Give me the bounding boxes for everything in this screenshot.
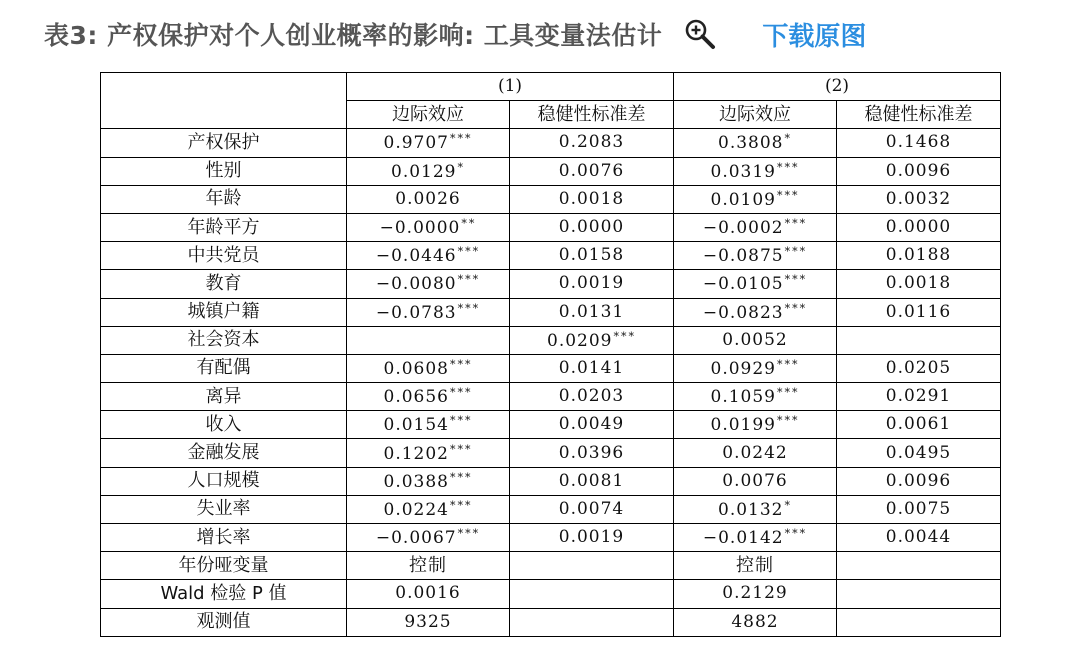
significance-stars: ***	[784, 301, 808, 315]
table-cell	[837, 439, 1001, 467]
table-row	[101, 495, 1001, 523]
table-cell	[510, 552, 674, 580]
cell-value: 0.0052	[722, 329, 788, 350]
table-cell	[837, 326, 1001, 354]
table-cell	[510, 270, 674, 298]
table-cell	[347, 495, 510, 523]
table-row	[101, 552, 1001, 580]
significance-stars: ***	[457, 301, 481, 315]
cell-value: 0.0141	[558, 357, 625, 378]
cell-value: −0.0067	[375, 528, 457, 549]
table-cell	[674, 242, 837, 270]
cell-value: 0.0291	[885, 386, 952, 407]
cell-value: −0.0875	[702, 246, 784, 267]
table-cell	[347, 467, 510, 495]
cell-value: 0.0018	[885, 273, 952, 294]
cell-value: 0.1468	[885, 132, 952, 153]
significance-stars: *	[784, 498, 792, 512]
significance-stars: *	[784, 132, 792, 146]
table-row	[101, 411, 1001, 439]
cell-value: 0.0209	[547, 330, 613, 351]
table-cell	[347, 298, 510, 326]
significance-stars: ***	[776, 414, 800, 428]
cell-value: 0.0203	[558, 386, 625, 407]
table-cell	[837, 242, 1001, 270]
table-row	[101, 354, 1001, 382]
significance-stars: ***	[776, 386, 800, 400]
table-cell	[347, 411, 510, 439]
cell-value: 0.0019	[558, 273, 625, 294]
regression-table	[100, 72, 1001, 637]
significance-stars: ***	[776, 160, 800, 174]
row-label: 人口规模	[101, 467, 347, 495]
cell-value: 0.2129	[722, 583, 788, 604]
table-cell	[510, 383, 674, 411]
table-cell	[674, 580, 837, 608]
cell-value: 0.0132	[718, 499, 784, 520]
cell-value: 0.0075	[885, 498, 952, 519]
table-row	[101, 383, 1001, 411]
table-row	[101, 524, 1001, 552]
significance-stars: *	[457, 160, 465, 174]
table-cell	[674, 383, 837, 411]
table-cell	[510, 580, 674, 608]
cell-value: −0.0142	[702, 528, 784, 549]
table-cell	[674, 467, 837, 495]
significance-stars: ***	[613, 329, 636, 343]
group-header-row	[101, 73, 1001, 101]
significance-stars: ***	[449, 357, 473, 371]
cell-value: 0.0049	[558, 414, 625, 435]
cell-value: 0.0319	[710, 161, 776, 182]
table-row	[101, 439, 1001, 467]
table-row	[101, 270, 1001, 298]
table-cell	[347, 524, 510, 552]
table-cell	[347, 354, 510, 382]
row-label: 观测值	[101, 608, 347, 636]
significance-stars: ***	[457, 527, 481, 541]
row-label: 收入	[101, 411, 347, 439]
table-cell	[347, 608, 510, 636]
row-label: 年份哑变量	[101, 552, 347, 580]
table-cell	[837, 552, 1001, 580]
cell-value: 0.1059	[710, 387, 776, 408]
cell-value: 0.0495	[885, 442, 952, 463]
table-cell	[510, 354, 674, 382]
cell-value: 0.0199	[710, 415, 776, 436]
table-cell	[347, 580, 510, 608]
table-cell	[510, 326, 674, 354]
cell-value: 0.9707	[383, 133, 449, 154]
cell-value: 0.1202	[383, 443, 449, 464]
cell-value: 控制	[736, 554, 774, 576]
cell-value: 0.0109	[710, 189, 776, 210]
table-cell	[837, 383, 1001, 411]
table-cell	[347, 552, 510, 580]
table-row	[101, 298, 1001, 326]
table-cell	[837, 129, 1001, 157]
table-cell	[347, 185, 510, 213]
cell-value: −0.0000	[379, 218, 461, 239]
sub-header-robust-se: 稳健性标准差	[510, 101, 674, 129]
row-label: 有配偶	[101, 354, 347, 382]
zoom-in-icon[interactable]	[682, 16, 718, 52]
table-cell	[347, 157, 510, 185]
table-cell	[674, 524, 837, 552]
table-cell	[674, 298, 837, 326]
table-cell	[510, 495, 674, 523]
table-cell	[510, 608, 674, 636]
table-cell	[510, 298, 674, 326]
cell-value: 0.0154	[383, 415, 449, 436]
significance-stars: ***	[449, 386, 473, 400]
significance-stars: ***	[784, 273, 808, 287]
table-cell	[674, 157, 837, 185]
cell-value: 0.0388	[383, 471, 449, 492]
table-cell	[510, 467, 674, 495]
row-label: 产权保护	[101, 129, 347, 157]
cell-value: 0.2083	[558, 132, 625, 153]
table-cell	[347, 129, 510, 157]
table-cell	[347, 383, 510, 411]
table-cell	[674, 411, 837, 439]
cell-value: 0.0076	[722, 470, 788, 491]
table-row	[101, 129, 1001, 157]
row-label: 年龄	[101, 185, 347, 213]
cell-value: 0.0224	[383, 499, 449, 520]
group-header-1: (1)	[347, 73, 674, 101]
cell-value: 0.0656	[383, 387, 449, 408]
cell-value: 0.0061	[885, 414, 952, 435]
table-cell	[674, 185, 837, 213]
table-cell	[837, 608, 1001, 636]
table-cell	[510, 129, 674, 157]
table-cell	[674, 439, 837, 467]
table-row	[101, 185, 1001, 213]
corner-cell	[101, 73, 347, 129]
significance-stars: ***	[449, 442, 473, 456]
table-cell	[510, 411, 674, 439]
cell-value: 0.0929	[710, 358, 776, 379]
sub-header-robust-se: 稳健性标准差	[837, 101, 1001, 129]
cell-value: −0.0105	[702, 274, 784, 295]
cell-value: −0.0080	[375, 274, 457, 295]
table-row	[101, 467, 1001, 495]
page-title: 表3: 产权保护对个人创业概率的影响: 工具变量法估计	[44, 21, 663, 50]
table-cell	[510, 213, 674, 241]
table-row	[101, 580, 1001, 608]
significance-stars: **	[461, 217, 477, 231]
cell-value: 0.0188	[885, 245, 952, 266]
table-cell	[510, 185, 674, 213]
cell-value: 0.0018	[558, 188, 625, 209]
table-row	[101, 242, 1001, 270]
row-label: 增长率	[101, 524, 347, 552]
table-cell	[510, 439, 674, 467]
table-cell	[674, 354, 837, 382]
cell-value: 0.0000	[558, 217, 625, 238]
row-label: 城镇户籍	[101, 298, 347, 326]
table-cell	[347, 439, 510, 467]
sub-header-marginal-effect: 边际效应	[347, 101, 510, 129]
table-cell	[674, 129, 837, 157]
table-cell	[510, 157, 674, 185]
table-cell	[837, 580, 1001, 608]
table-cell	[674, 326, 837, 354]
table-cell	[837, 467, 1001, 495]
table-cell	[674, 270, 837, 298]
table-cell	[837, 270, 1001, 298]
row-label: 中共党员	[101, 242, 347, 270]
cell-value: 0.0032	[885, 188, 952, 209]
table-cell	[347, 242, 510, 270]
cell-value: −0.0783	[375, 302, 457, 323]
cell-value: 0.0116	[885, 301, 952, 322]
table-cell	[837, 524, 1001, 552]
cell-value: 0.0096	[885, 470, 952, 491]
cell-value: 0.0074	[558, 498, 625, 519]
table-cell	[837, 185, 1001, 213]
significance-stars: ***	[457, 273, 481, 287]
table-cell	[837, 354, 1001, 382]
significance-stars: ***	[449, 414, 473, 428]
row-label: 年龄平方	[101, 213, 347, 241]
table-cell	[674, 213, 837, 241]
table-cell	[837, 213, 1001, 241]
significance-stars: ***	[784, 245, 808, 259]
table-cell	[837, 157, 1001, 185]
cell-value: 9325	[404, 611, 452, 632]
significance-stars: ***	[449, 470, 473, 484]
significance-stars: ***	[457, 245, 481, 259]
table-cell	[347, 213, 510, 241]
cell-value: 0.0026	[395, 188, 461, 209]
cell-value: 0.0131	[558, 301, 625, 322]
page-header	[44, 12, 866, 56]
significance-stars: ***	[776, 188, 800, 202]
table-cell	[674, 495, 837, 523]
cell-value: 4882	[731, 611, 779, 632]
table-cell	[837, 495, 1001, 523]
significance-stars: ***	[449, 132, 473, 146]
cell-value: 0.0158	[558, 245, 625, 266]
cell-value: 0.0242	[722, 442, 788, 463]
table-cell	[837, 411, 1001, 439]
row-label: 社会资本	[101, 326, 347, 354]
cell-value: 0.3808	[718, 133, 784, 154]
cell-value: 0.0016	[395, 583, 461, 604]
row-label: 教育	[101, 270, 347, 298]
sub-header-marginal-effect: 边际效应	[674, 101, 837, 129]
cell-value: 0.0205	[885, 357, 952, 378]
cell-value: 0.0044	[885, 527, 952, 548]
cell-value: −0.0446	[375, 246, 457, 267]
significance-stars: ***	[449, 498, 473, 512]
cell-value: 0.0608	[383, 358, 449, 379]
table-cell	[347, 270, 510, 298]
download-original-link[interactable]: 下载原图	[762, 21, 867, 52]
table-row	[101, 608, 1001, 636]
row-label: 性别	[101, 157, 347, 185]
cell-value: 控制	[409, 554, 447, 576]
table-cell	[510, 242, 674, 270]
group-header-2: (2)	[674, 73, 1001, 101]
cell-value: 0.0076	[558, 160, 625, 181]
row-label: Wald 检验 P 值	[101, 580, 347, 608]
cell-value: 0.0096	[885, 160, 952, 181]
table-cell	[837, 298, 1001, 326]
table-cell	[674, 552, 837, 580]
row-label: 金融发展	[101, 439, 347, 467]
cell-value: −0.0002	[702, 218, 784, 239]
cell-value: 0.0081	[558, 470, 625, 491]
cell-value: 0.0396	[558, 442, 625, 463]
significance-stars: ***	[776, 357, 800, 371]
significance-stars: ***	[784, 217, 808, 231]
table-cell	[510, 524, 674, 552]
cell-value: −0.0823	[702, 302, 784, 323]
table-row	[101, 213, 1001, 241]
significance-stars: ***	[784, 527, 808, 541]
cell-value: 0.0019	[558, 527, 625, 548]
cell-value: 0.0000	[885, 217, 952, 238]
table-cell	[347, 326, 510, 354]
table-cell	[674, 608, 837, 636]
row-label: 离异	[101, 383, 347, 411]
table-row	[101, 157, 1001, 185]
table-row	[101, 326, 1001, 354]
cell-value: 0.0129	[391, 161, 457, 182]
row-label: 失业率	[101, 495, 347, 523]
